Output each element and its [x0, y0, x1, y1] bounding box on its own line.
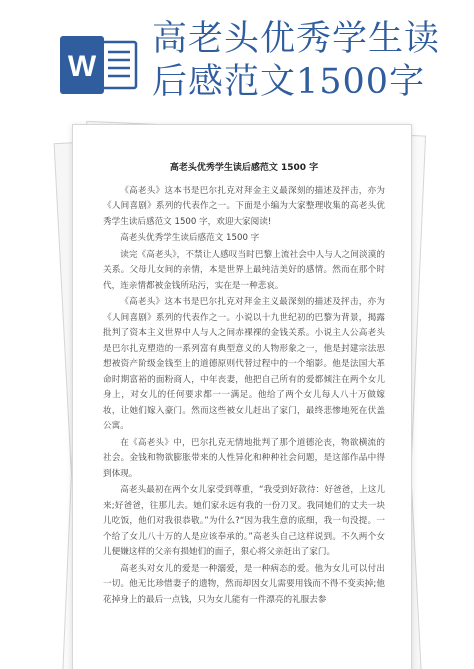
word-document-icon — [58, 36, 140, 94]
document-body — [103, 161, 385, 609]
document-preview — [68, 124, 414, 669]
word-icon-letter: W — [67, 50, 97, 83]
paragraph: 读完《高老头》，不禁让人感叹当时巴黎上流社会中人与人之间淡漠的关系。父母儿女间的亲情，本是世界上最纯洁美好的感情。然而在那个时代，连亲情都被金钱所玷污，实在是一种悲哀。 — [103, 249, 385, 291]
title-line-1: 高老头优秀学生读 — [152, 19, 441, 59]
document-page — [72, 124, 412, 669]
page-title — [152, 18, 462, 104]
paragraph: 《高老头》这本书是巴尔扎克对拜金主义最深刻的描述及抨击，亦为《人间喜剧》系列的代表作之一。小说以十九世纪初的巴黎为背景，揭露批判了资本主义世界中人与人之间赤裸裸的金钱关系。小说主人公高老头是巴尔扎克塑造的一系列富有典型意义的人物形象之一，他是封建宗法思想被资产阶级金钱至上的道德原则代替过程中的一个缩影。他是法国大革命时期富裕的面粉商人，中年丧妻，他把自己所有的爱都倾注在两个女儿身上，对女儿的任何要求都一一满足。他给了两个女儿每人八十万做嫁妆，让她们嫁入豪门。然而这些被女儿赶出了家门，最终悲惨地死在伏盖公寓。 — [103, 297, 385, 431]
paragraph: 高老头优秀学生读后感范文 1500 字 — [120, 233, 260, 243]
paragraph: 高老头对女儿的爱是一种溺爱，是一种病态的爱。他为女儿可以付出一切。他无比珍惜妻子的遗物，然而却因女儿需要用钱而不得不变卖掉;他花掉身上的最后一点钱，只为女儿能有一件漂亮的礼服去参 — [103, 563, 385, 605]
document-title: 高老头优秀学生读后感范文 1500 字 — [169, 163, 319, 173]
paragraph: 《高老头》这本书是巴尔扎克对拜金主义最深刻的描述及抨击，亦为《人间喜剧》系列的代表作之一。下面是小编为大家整理收集的高老头优秀学生读后感范文 1500 字，欢迎大家阅读! — [103, 185, 385, 227]
paragraph: 高老头最初在两个女儿家受到尊重，“我受到好款待：好爸爸，上这儿来;好爸爸，往那儿去。她们家永远有我的一份刀叉。我同她们的丈夫一块儿吃饭，他们对我很恭敬。”为什么?“因为我生意的底细，我一句没提。一个给了女儿八十万的人是应该奉承的。”高老头自己这样说到。不久两个女儿便嫌这样的父亲有损她们的面子，狠心将父亲赶出了家门。 — [103, 485, 385, 557]
header — [0, 0, 474, 112]
paragraph: 在《高老头》中，巴尔扎克无情地批判了那个道德沦丧，物欲横流的社会。金钱和物欲膨胀带来的人性异化和种种社会问题，是这部作品中得到体现。 — [103, 437, 385, 479]
title-line-2: 后感范文1500字 — [152, 62, 426, 102]
